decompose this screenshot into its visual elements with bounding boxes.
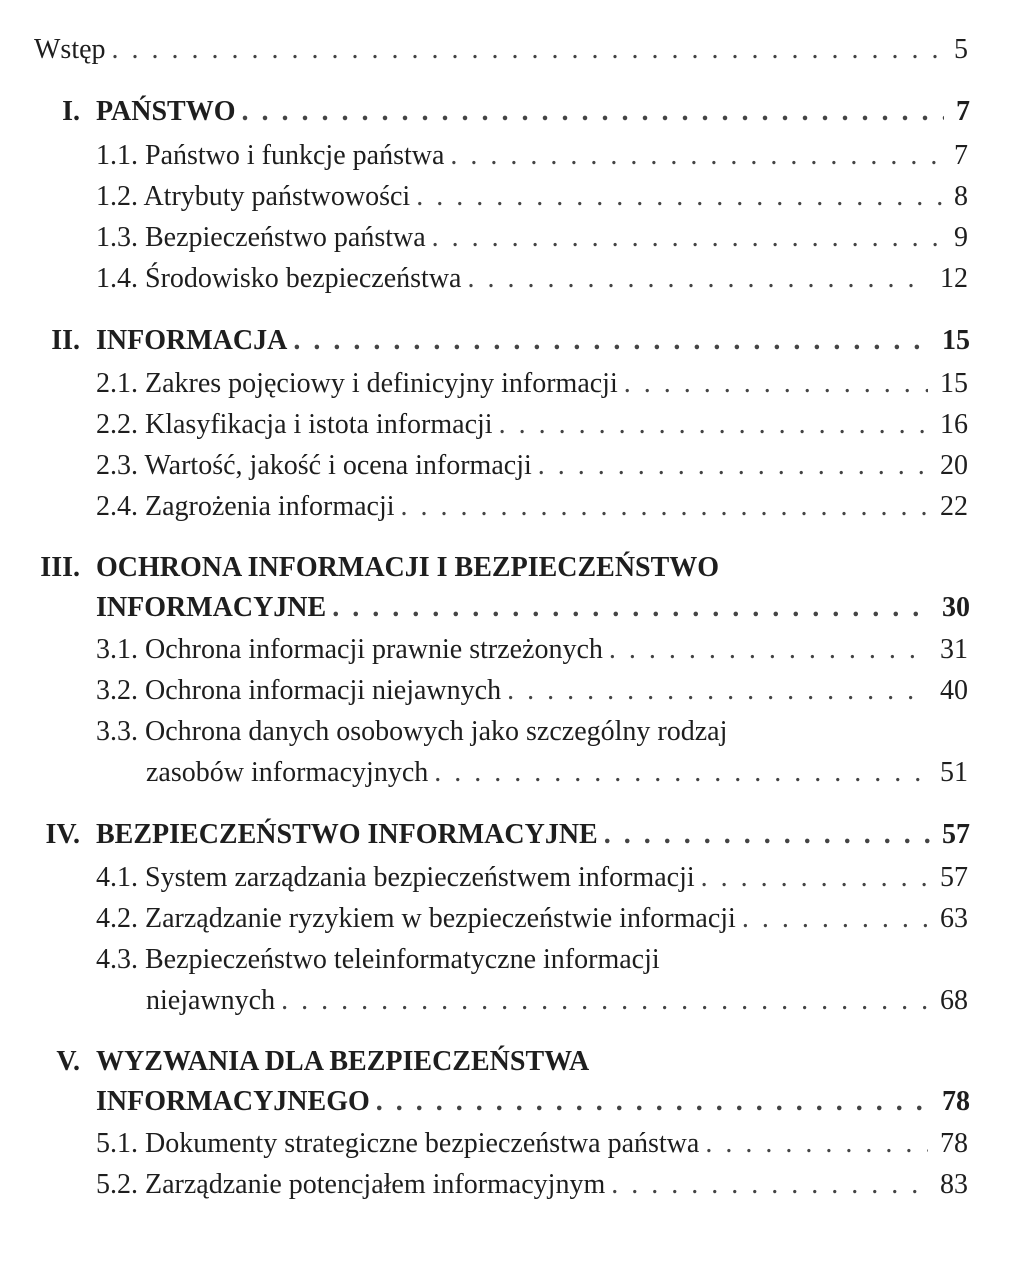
chapter-title-line2: INFORMACYJNEGO bbox=[96, 1086, 370, 1117]
toc-entry-2-1 bbox=[96, 368, 968, 400]
chapter-page: 78 bbox=[942, 1086, 970, 1117]
entry-title: 1.2. Atrybuty państwowości bbox=[96, 181, 411, 212]
toc-entry-5-1 bbox=[96, 1128, 968, 1160]
chapter-number: III. bbox=[40, 552, 80, 583]
dot-leader bbox=[609, 634, 928, 666]
entry-title: 5.1. Dokumenty strategiczne bezpieczeństwa państwa bbox=[96, 1128, 700, 1159]
entry-title: 1.3. Bezpieczeństwo państwa bbox=[96, 222, 426, 253]
dot-leader bbox=[416, 181, 942, 213]
entry-title: 2.4. Zagrożenia informacji bbox=[96, 491, 395, 522]
entry-title: 4.1. System zarządzania bezpieczeństwem informacji bbox=[96, 862, 695, 893]
chapter-page: 15 bbox=[942, 325, 970, 356]
chapter-title: INFORMACJA bbox=[96, 325, 288, 356]
toc-entry-1-4 bbox=[96, 263, 968, 295]
entry-title-line2: niejawnych bbox=[146, 985, 276, 1016]
chapter-heading-2 bbox=[96, 325, 970, 357]
chapter-heading-5 bbox=[96, 1086, 970, 1118]
entry-title: Wstęp bbox=[34, 34, 106, 65]
entry-title: 5.2. Zarządzanie potencjałem informacyjnym bbox=[96, 1169, 606, 1200]
dot-leader bbox=[432, 222, 942, 254]
chapter-page: 7 bbox=[956, 96, 970, 127]
entry-title: 2.3. Wartość, jakość i ocena informacji bbox=[96, 450, 532, 481]
dot-leader bbox=[467, 263, 928, 295]
entry-title: 3.1. Ochrona informacji prawnie strzeżonych bbox=[96, 634, 603, 665]
entry-page: 5 bbox=[954, 34, 968, 65]
entry-page: 16 bbox=[940, 409, 968, 440]
toc-entry-3-3-line1: 3.3. Ochrona danych osobowych jako szczególny rodzaj bbox=[96, 716, 728, 747]
dot-leader bbox=[450, 140, 942, 172]
entry-page: 78 bbox=[940, 1128, 968, 1159]
toc-entry-3-3 bbox=[146, 757, 968, 789]
toc-entry-2-3 bbox=[96, 450, 968, 482]
dot-leader bbox=[604, 819, 930, 851]
entry-page: 83 bbox=[940, 1169, 968, 1200]
entry-title: 1.1. Państwo i funkcje państwa bbox=[96, 140, 445, 171]
dot-leader bbox=[112, 34, 942, 66]
entry-page: 8 bbox=[954, 181, 968, 212]
entry-page: 40 bbox=[940, 675, 968, 706]
dot-leader bbox=[242, 96, 945, 128]
entry-page: 68 bbox=[940, 985, 968, 1016]
dot-leader bbox=[376, 1086, 930, 1118]
entry-page: 7 bbox=[954, 140, 968, 171]
chapter-heading-4 bbox=[96, 819, 970, 851]
chapter-title-line1: OCHRONA INFORMACJI I BEZPIECZEŃSTWO bbox=[96, 552, 720, 583]
chapter-title-line2: INFORMACYJNE bbox=[96, 592, 327, 623]
toc-entry-2-4 bbox=[96, 491, 968, 523]
dot-leader bbox=[281, 985, 928, 1017]
chapter-number: IV. bbox=[45, 819, 80, 850]
chapter-number: I. bbox=[62, 96, 80, 127]
entry-page: 9 bbox=[954, 222, 968, 253]
dot-leader bbox=[507, 675, 928, 707]
dot-leader bbox=[293, 325, 930, 357]
chapter-page: 57 bbox=[942, 819, 970, 850]
toc-entry-4-1 bbox=[96, 862, 968, 894]
entry-page: 15 bbox=[940, 368, 968, 399]
entry-page: 63 bbox=[940, 903, 968, 934]
toc-entry-5-2 bbox=[96, 1169, 968, 1201]
dot-leader bbox=[624, 368, 928, 400]
entry-page: 57 bbox=[940, 862, 968, 893]
toc-entry-1-3 bbox=[96, 222, 968, 254]
dot-leader bbox=[332, 592, 930, 624]
dot-leader bbox=[499, 409, 928, 441]
entry-title: 4.2. Zarządzanie ryzykiem w bezpieczeństwie informacji bbox=[96, 903, 736, 934]
dot-leader bbox=[701, 862, 928, 894]
dot-leader bbox=[434, 757, 928, 789]
toc-entry-3-2 bbox=[96, 675, 968, 707]
chapter-page: 30 bbox=[942, 592, 970, 623]
dot-leader bbox=[705, 1128, 928, 1160]
entry-page: 51 bbox=[940, 757, 968, 788]
chapter-title-line1: WYZWANIA DLA BEZPIECZEŃSTWA bbox=[96, 1046, 590, 1077]
entry-title: 3.2. Ochrona informacji niejawnych bbox=[96, 675, 502, 706]
entry-page: 12 bbox=[940, 263, 968, 294]
chapter-heading-1 bbox=[96, 96, 970, 128]
chapter-heading-3 bbox=[96, 592, 970, 624]
entry-title: 1.4. Środowisko bezpieczeństwa bbox=[96, 263, 462, 294]
entry-title: 2.1. Zakres pojęciowy i definicyjny informacji bbox=[96, 368, 618, 399]
toc-entry-3-1 bbox=[96, 634, 968, 666]
dot-leader bbox=[538, 450, 928, 482]
toc-entry-1-1 bbox=[96, 140, 968, 172]
toc-entry-intro bbox=[34, 34, 968, 66]
chapter-title: PAŃSTWO bbox=[96, 96, 236, 127]
chapter-number: II. bbox=[51, 325, 80, 356]
entry-page: 22 bbox=[940, 491, 968, 522]
toc-entry-1-2 bbox=[96, 181, 968, 213]
dot-leader bbox=[401, 491, 928, 523]
chapter-title: BEZPIECZEŃSTWO INFORMACYJNE bbox=[96, 819, 598, 850]
toc-entry-4-2 bbox=[96, 903, 968, 935]
dot-leader bbox=[742, 903, 928, 935]
chapter-number: V. bbox=[56, 1046, 80, 1077]
toc-entry-4-3-line1: 4.3. Bezpieczeństwo teleinformatyczne informacji bbox=[96, 944, 660, 975]
dot-leader bbox=[611, 1169, 928, 1201]
entry-page: 31 bbox=[940, 634, 968, 665]
toc-entry-2-2 bbox=[96, 409, 968, 441]
toc-entry-4-3 bbox=[146, 985, 968, 1017]
entry-title: 2.2. Klasyfikacja i istota informacji bbox=[96, 409, 493, 440]
entry-page: 20 bbox=[940, 450, 968, 481]
entry-title-line2: zasobów informacyjnych bbox=[146, 757, 429, 788]
